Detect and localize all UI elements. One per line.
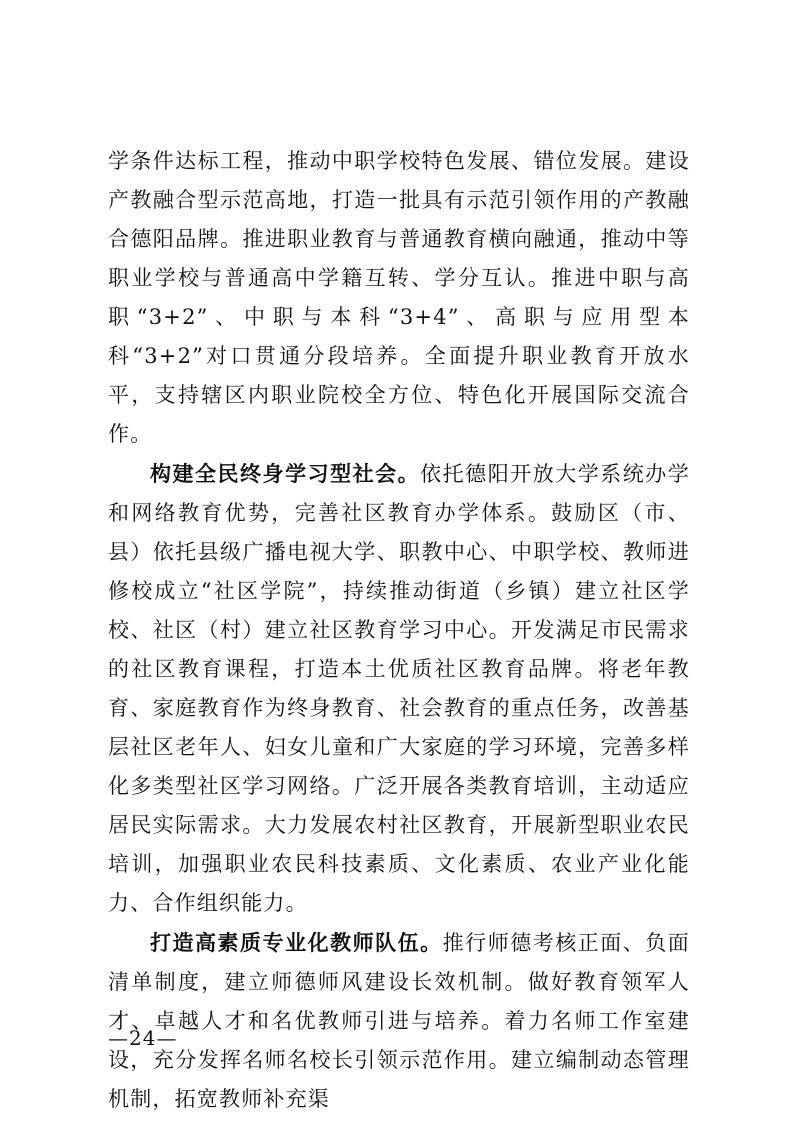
paragraph-heading: 构建全民终身学习型社会。	[150, 461, 421, 486]
paragraph-lifelong-learning	[108, 454, 690, 923]
paragraph-teacher-team	[108, 923, 690, 1119]
paragraph-heading: 打造高素质专业化教师队伍。	[150, 930, 443, 955]
page-number: —24—	[108, 1026, 178, 1050]
body-text	[108, 142, 690, 1119]
paragraph-text: 学条件达标工程，推动中职学校特色发展、错位发展。建设产教融合型示范高地，打造一批具有示范引领作用的产教融合德阳品牌。推进职业教育与普通教育横向融通，推动中等职业学校与普通高中学籍互转、学分互认。推进中职与高职“3+2”、中职与本科“3+4”、高职与应用型本科“3+2”对口贯通分段培养。全面提升职业教育开放水平，支持辖区内职业院校全方位、特色化开展国际交流合作。	[108, 149, 690, 446]
paragraph-vocational-continuation	[108, 142, 690, 454]
paragraph-text: 依托德阳开放大学系统办学和网络教育优势，完善社区教育办学体系。鼓励区（市、县）依托县级广播电视大学、职教中心、中职学校、教师进修校成立“社区学院”，持续推动街道（乡镇）建立社区学校、社区（村）建立社区教育学习中心。开发满足市民需求的社区教育课程，打造本土优质社区教育品牌。将老年教育、家庭教育作为终身教育、社会教育的重点任务，改善基层社区老年人、妇女儿童和广大家庭的学习环境，完善多样化多类型社区学习网络。广泛开展各类教育培训，主动适应居民实际需求。大力发展农村社区教育，开展新型职业农民培训，加强职业农民科技素质、文化素质、农业产业化能力、合作组织能力。	[108, 462, 690, 915]
paragraph-text: 推行师德考核正面、负面清单制度，建立师德师风建设长效机制。做好教育领军人才、卓越人才和名优教师引进与培养。着力名师工作室建设，充分发挥名师名校长引领示范作用。建立编制动态管理机制，拓宽教师补充渠	[108, 931, 690, 1111]
